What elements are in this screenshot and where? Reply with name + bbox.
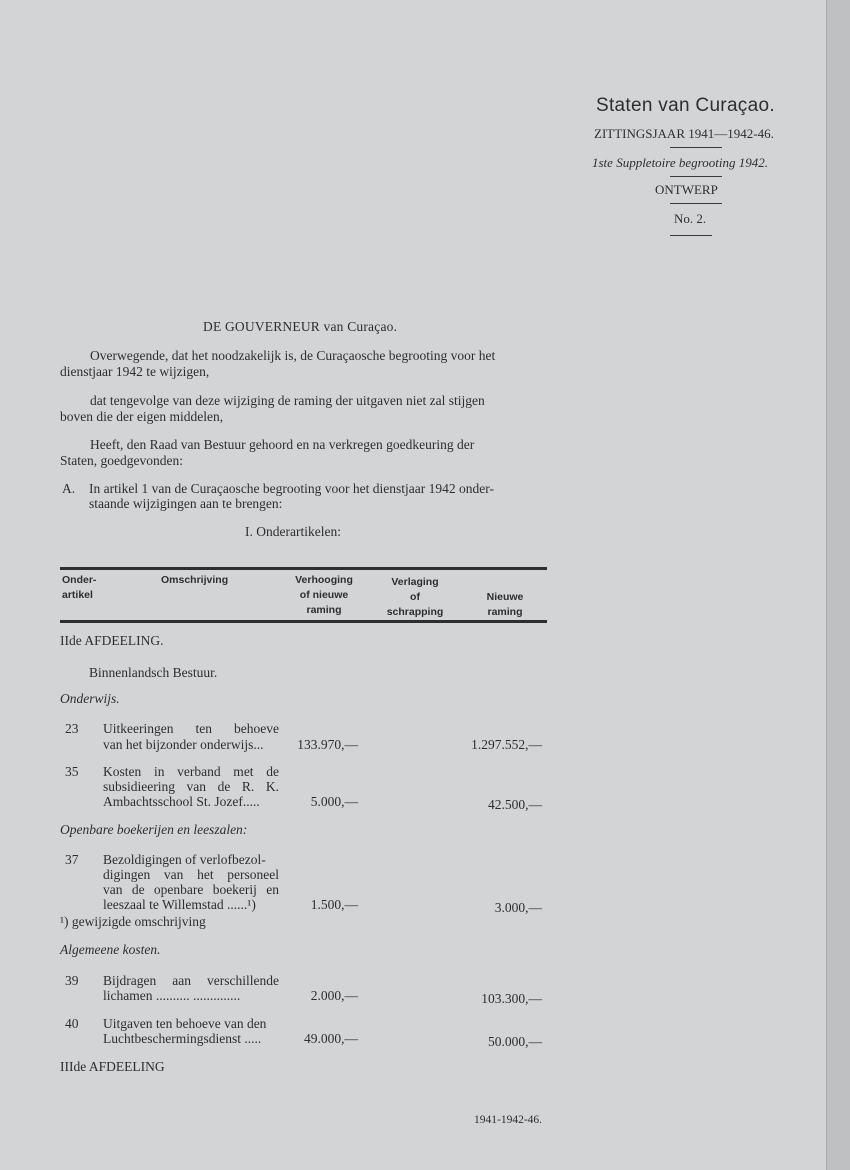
- row-40-new-estimate: 50.000,—: [488, 1034, 542, 1049]
- row-23-description-line-2: van het bijzonder onderwijs...: [103, 737, 264, 752]
- row-39-increase: 2.000,—: [310, 988, 358, 1003]
- issuer-heading: DE GOUVERNEUR van Curaçao.: [203, 319, 398, 334]
- table-top-rule: [60, 567, 547, 570]
- row-39-number: 39: [65, 973, 79, 988]
- section-heading: I. Onderartikelen:: [245, 524, 341, 539]
- document-number: No. 2.: [674, 211, 707, 226]
- document-title: Staten van Curaçao.: [596, 95, 775, 116]
- row-39-description-line-1: Bijdragen aan verschillende: [103, 973, 279, 988]
- divider: [670, 203, 722, 204]
- column-header-omschrijving: Omschrijving: [161, 574, 229, 586]
- paragraph-2-line-1: dat tengevolge van deze wijziging de raming der uitgaven niet zal stijgen: [90, 393, 485, 408]
- row-37-description-line-2: digingen van het personeel: [103, 867, 279, 882]
- next-department-heading: IIIde AFDEELING: [60, 1059, 165, 1074]
- row-40-number: 40: [65, 1016, 79, 1031]
- article-marker: A.: [62, 481, 76, 496]
- row-40-increase: 49.000,—: [304, 1031, 358, 1046]
- category-openbare-boekerijen: Openbare boekerijen en leeszalen:: [60, 822, 248, 837]
- row-37-number: 37: [65, 852, 79, 867]
- draft-label: ONTWERP: [655, 182, 718, 197]
- row-35-description-line-3: Ambachtsschool St. Jozef.....: [103, 794, 260, 809]
- paragraph-3-line-1: Heeft, den Raad van Bestuur gehoord en na verkregen goedkeuring der: [90, 437, 475, 452]
- row-23-number: 23: [65, 721, 79, 736]
- row-37-description-line-1: Bezoldigingen of verlofbezol-: [103, 852, 266, 867]
- divider: [670, 147, 722, 148]
- paragraph-3-line-2: Staten, goedgevonden:: [60, 453, 183, 468]
- paragraph-1-line-2: dienstjaar 1942 te wijzigen,: [60, 364, 210, 379]
- divider: [670, 176, 722, 177]
- paragraph-2-line-2: boven die der eigen middelen,: [60, 409, 224, 424]
- row-40-description-line-1: Uitgaven ten behoeve van den: [103, 1016, 267, 1031]
- row-37-description-line-4: leeszaal te Willemstad ......¹): [103, 897, 256, 912]
- article-line-2: staande wijzigingen aan te brengen:: [89, 496, 283, 511]
- subdepartment-heading: Binnenlandsch Bestuur.: [89, 665, 218, 680]
- column-header-nieuwe-raming: Nieuwe raming: [486, 591, 524, 618]
- column-header-verhooging: Verhooging of nieuwe raming: [295, 574, 353, 616]
- row-35-new-estimate: 42.500,—: [488, 797, 542, 812]
- adjacent-page-edge: [826, 0, 850, 1170]
- row-35-number: 35: [65, 764, 79, 779]
- row-37-new-estimate: 3.000,—: [494, 900, 542, 915]
- article-line-1: In artikel 1 van de Curaçaosche begrooting voor het dienstjaar 1942 onder-: [89, 481, 494, 496]
- session-year: ZITTINGSJAAR 1941—1942-46.: [594, 126, 774, 141]
- row-23-description-line-1: Uitkeeringen ten behoeve: [103, 721, 279, 736]
- footnote: ¹) gewijzigde omschrijving: [60, 914, 206, 929]
- row-39-new-estimate: 103.300,—: [481, 991, 542, 1006]
- row-23-increase: 133.970,—: [297, 737, 358, 752]
- department-heading: IIde AFDEELING.: [60, 633, 164, 648]
- row-39-description-line-2: lichamen .......... ..............: [103, 988, 241, 1003]
- row-35-increase: 5.000,—: [310, 794, 358, 809]
- row-23-new-estimate: 1.297.552,—: [471, 737, 542, 752]
- category-algemeene-kosten: Algemeene kosten.: [60, 942, 161, 957]
- budget-subtitle: 1ste Suppletoire begrooting 1942.: [592, 155, 768, 170]
- table-header-bottom-rule: [60, 620, 547, 623]
- divider: [670, 235, 712, 236]
- row-37-description-line-3: van de openbare boekerij en: [103, 882, 279, 897]
- row-37-increase: 1.500,—: [310, 897, 358, 912]
- column-header-verlaging: Verlaging of schrapping: [386, 576, 444, 618]
- column-header-onderartikel: Onder- artikel: [62, 574, 97, 601]
- paragraph-1-line-1: Overwegende, dat het noodzakelijk is, de Curaçaosche begrooting voor het: [90, 348, 496, 363]
- row-40-description-line-2: Luchtbeschermingsdienst .....: [103, 1031, 262, 1046]
- footer-reference: 1941-1942-46.: [474, 1114, 543, 1126]
- category-onderwijs: Onderwijs.: [60, 691, 120, 706]
- row-35-description-line-1: Kosten in verband met de: [103, 764, 279, 779]
- row-35-description-line-2: subsidieering van de R. K.: [103, 779, 279, 794]
